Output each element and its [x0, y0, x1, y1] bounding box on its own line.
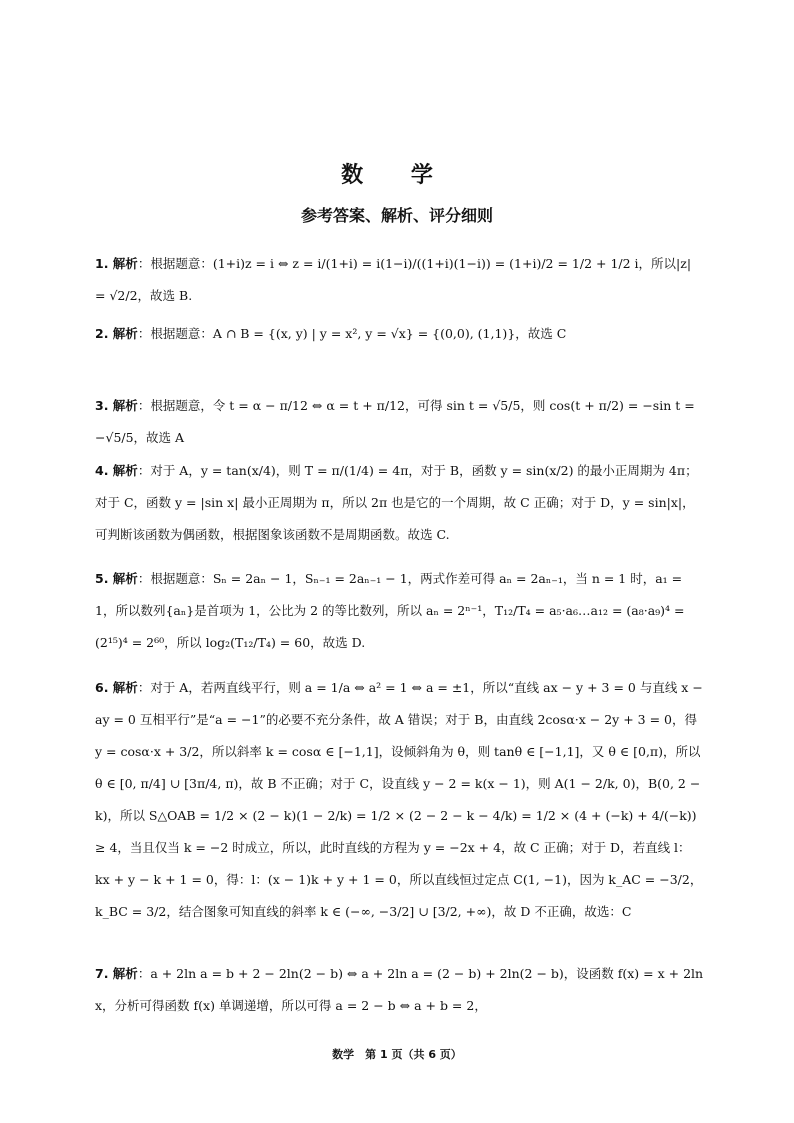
solution-label: 5. 解析: [95, 571, 138, 586]
page-subtitle: 参考答案、解析、评分细则: [300, 206, 493, 225]
solution-1: [95, 248, 705, 312]
solution-label: 1. 解析: [95, 256, 138, 271]
solution-4: [95, 455, 705, 551]
solution-text: ：根据题意：A ∩ B = {(x, y) | y = x², y = √x} = {(0,0), (1,1)}，故选 C: [137, 326, 567, 341]
solution-3: [95, 390, 705, 454]
solution-text: ：根据题意：Sₙ = 2aₙ − 1，Sₙ₋₁ = 2aₙ₋₁ − 1，两式作差可得 aₙ = 2aₙ₋₁，当 n = 1 时，a₁ = 1，所以数列{aₙ}是首项为 1，公比为 2 的等比数列，所以 aₙ = 2ⁿ⁻¹，T₁₂/T₄ = a₅·a₆…a₁₂ = (a₈·a₉)⁴ = (2¹⁵)⁴ = 2⁶⁰，所以 log₂(T₁₂/T₄) = 60，故选 D.: [95, 571, 685, 650]
solution-text: ：根据题意：(1+i)z = i ⇔ z = i/(1+i) = i(1−i)/((1+i)(1−i)) = (1+i)/2 = 1/2 + 1/2 i，所以|z| = √2/2，故选 B.: [95, 256, 692, 303]
solution-label: 6. 解析: [95, 680, 138, 695]
page-footer: 数学 第 1 页（共 6 页）: [332, 1048, 462, 1061]
solution-text: ：对于 A，y = tan(x/4)，则 T = π/(1/4) = 4π，对于 B，函数 y = sin(x/2) 的最小正周期为 4π；对于 C，函数 y = |sin x| 最小正周期为 π，所以 2π 也是它的一个周期，故 C 正确；对于 D，y = sin|x|，可判断该函数为偶函数，根据图象该函数不是周期函数。故选 C.: [95, 463, 698, 542]
solution-text: ：a + 2ln a = b + 2 − 2ln(2 − b) ⇔ a + 2ln a = (2 − b) + 2ln(2 − b)，设函数 f(x) = x + 2ln x，分析可得函数 f(x) 单调递增，所以可得 a = 2 − b ⇔ a + b = 2，: [95, 966, 704, 1013]
solution-5: [95, 563, 705, 659]
solution-6: [95, 672, 705, 928]
solution-text: ：对于 A，若两直线平行，则 a = 1/a ⇔ a² = 1 ⇔ a = ±1，所以“直线 ax − y + 3 = 0 与直线 x − ay = 0 互相平行”是“a = −1”的必要不充分条件，故 A 错误；对于 B，由直线 2cosα·x − 2y + 3 = 0，得 y = cosα·x + 3/2，所以斜率 k = cosα ∈ [−1,1]，设倾斜角为 θ，则 tanθ ∈ [−1,1]，又 θ ∈ [0,π)，所以 θ ∈ [0, π/4] ∪ [3π/4, π)，故 B 不正确；对于 C，设直线 y − 2 = k(x − 1)，则 A(1 − 2/k, 0)，B(0, 2 − k)，所以 S△OAB = 1/2 × (2 − k)(1 − 2/k) = 1/2 × (2 − 2 − k − 4/k) = 1/2 × (4 + (−k) + 4/(−k)) ≥ 4，当且仅当 k = −2 时成立，所以，此时直线的方程为 y = −2x + 4，故 C 正确；对于 D，若直线 l：kx + y − k + 1 = 0，得：l：(x − 1)k + y + 1 = 0，所以直线恒过定点 C(1, −1)，因为 k_AC = −3/2，k_BC = 3/2，结合图象可知直线的斜率 k ∈ (−∞, −3/2] ∪ [3/2, +∞)，故 D 不正确，故选：C: [95, 680, 703, 919]
solution-label: 2. 解析: [95, 326, 138, 341]
solution-7: [95, 958, 705, 1022]
solution-label: 4. 解析: [95, 463, 138, 478]
solution-label: 3. 解析: [95, 398, 138, 413]
page-title: 数 学: [341, 163, 453, 188]
solution-text: ：根据题意，令 t = α − π/12 ⇔ α = t + π/12，可得 sin t = √5/5，则 cos(t + π/2) = −sin t = −√5/5，故选 A: [95, 398, 695, 445]
solution-label: 7. 解析: [95, 966, 138, 981]
solution-2: [95, 318, 705, 350]
